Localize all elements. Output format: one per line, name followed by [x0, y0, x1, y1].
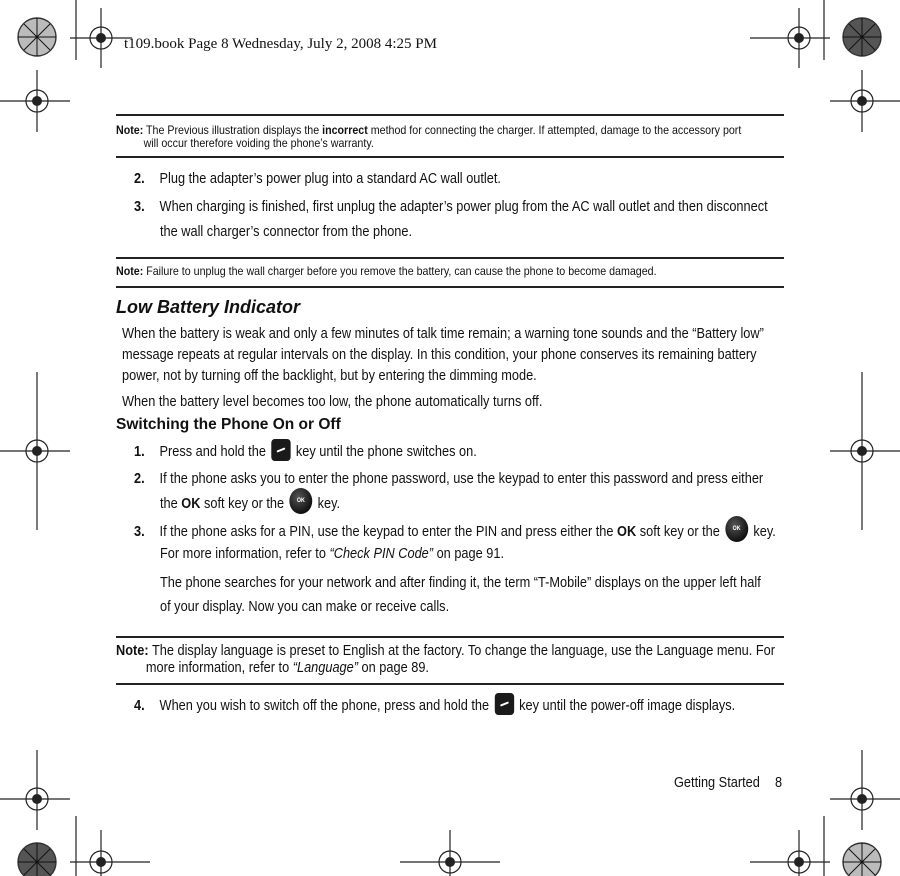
note-label: Note:: [116, 643, 149, 659]
note-text: The display language is preset to English at the factory. To change the language, use the Language menu. For: [151, 643, 776, 659]
step-number: 2.: [134, 471, 145, 487]
step-number: 4.: [134, 697, 145, 714]
list-item: [134, 471, 763, 487]
note-emphasis: incorrect: [322, 124, 368, 137]
step-text-cont: the wall charger’s connector from the phone.: [160, 224, 413, 240]
note-label: Note:: [116, 124, 144, 137]
paragraph-line: message repeats at regular intervals on the display. In this condition, your phone conserves its remaining battery: [122, 347, 757, 363]
step-text: For more information, refer to: [160, 546, 326, 562]
step-text: When you wish to switch off the phone, press and hold the: [159, 697, 490, 714]
step-text: If the phone asks for a PIN, use the keypad to enter the PIN and press either the: [159, 523, 614, 540]
ok-key-icon: OK: [725, 516, 748, 542]
section-heading: Low Battery Indicator: [116, 297, 301, 317]
list-item: [134, 522, 776, 542]
divider: [116, 286, 784, 288]
note-incorrect-charging: [116, 124, 784, 150]
step-number: 2.: [134, 171, 145, 187]
ok-softkey-label: OK: [617, 523, 637, 540]
step-text: key.: [753, 523, 776, 540]
list-item: [134, 443, 477, 461]
note-text: on page 89.: [361, 660, 429, 676]
step-number: 3.: [134, 523, 145, 540]
ok-key-icon: OK: [289, 488, 312, 514]
note-text: The Previous illustration displays the: [146, 124, 320, 137]
end-power-key-icon: [494, 693, 513, 715]
ok-softkey-label: OK: [181, 495, 201, 512]
list-item: [134, 199, 768, 215]
divider: [116, 683, 784, 685]
step-text: soft key or the: [639, 523, 720, 540]
step-number: 3.: [134, 199, 145, 215]
footer-section-title: Getting Started: [674, 775, 760, 791]
note-text: more information, refer to: [145, 660, 290, 676]
step-text: key until the phone switches on.: [295, 443, 477, 460]
step-text: If the phone asks you to enter the phone password, use the keypad to enter this password and press either: [159, 471, 764, 487]
paragraph: When the battery level becomes too low, the phone automatically turns off.: [122, 394, 543, 410]
note-text-cont: will occur therefore voiding the phone’s warranty.: [143, 137, 374, 150]
end-power-key-icon: [271, 439, 290, 461]
note-unplug-warning: [116, 265, 784, 278]
paragraph-line: The phone searches for your network and after finding it, the term “T-Mobile” displays on the upper left half: [160, 575, 761, 591]
note-text: Failure to unplug the wall charger before you remove the battery, can cause the phone to become damaged.: [146, 265, 657, 278]
step-text: on page 91.: [436, 546, 504, 562]
xref-link[interactable]: “Language”: [292, 660, 358, 676]
step-text: key until the power-off image displays.: [519, 697, 736, 714]
subsection-heading: Switching the Phone On or Off: [116, 416, 341, 433]
divider: [116, 257, 784, 259]
note-text: method for connecting the charger. If attempted, damage to the accessory port: [370, 124, 742, 137]
xref-link[interactable]: “Check PIN Code”: [329, 546, 434, 562]
step-text: When charging is finished, first unplug the adapter’s power plug from the AC wall outlet and then disconnect: [159, 199, 768, 215]
list-item: [134, 171, 501, 187]
step-text: Plug the adapter’s power plug into a standard AC wall outlet.: [159, 171, 501, 187]
divider: [116, 156, 784, 158]
note-language: [116, 643, 785, 677]
step-text: soft key or the: [203, 495, 285, 512]
print-stamp: t109.book Page 8 Wednesday, July 2, 2008 4:25 PM: [124, 36, 437, 52]
page-number: 8: [775, 775, 783, 791]
step-text: key.: [317, 495, 341, 512]
paragraph-line: power, not by turning off the backlight, but by entering the dimming mode.: [122, 368, 537, 384]
step-number: 1.: [134, 443, 145, 460]
step-text: Press and hold the: [159, 443, 266, 460]
list-item: [134, 697, 735, 715]
step-text-cont: [160, 494, 340, 514]
paragraph-line: of your display. Now you can make or receive calls.: [160, 599, 450, 615]
divider: [116, 114, 784, 116]
paragraph-line: When the battery is weak and only a few minutes of talk time remain; a warning tone sounds and the “Battery low”: [122, 326, 764, 342]
cross-reference: [160, 546, 504, 562]
divider: [116, 636, 784, 638]
step-text: the: [160, 495, 178, 512]
note-label: Note:: [116, 265, 144, 278]
